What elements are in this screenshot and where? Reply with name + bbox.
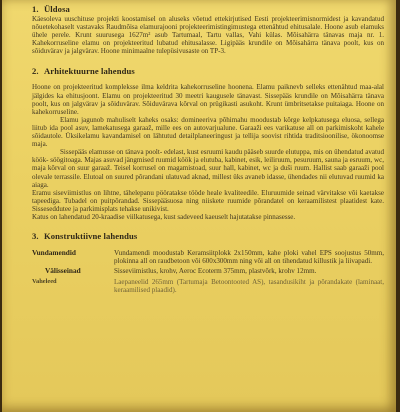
- structure-text: Laepaneelid 265mm (Tartumaja Betoontooted AS), tasandusikiht ja põrandakate (laminaat, keraamilised plaadid).: [114, 277, 384, 294]
- section-heading: 1. Üldosa: [32, 4, 70, 14]
- section-paragraph: Hoone on projekteeritud kompleksse ilma keldrita kahekorruseline hoonena. Elamu paiknevb selleks ettenähtud maa-alal jälgides ka ehitusjoont. Elamu on projekteeritud 30 meetri kaugusele tänavast. Sissepääs krundile on Mõisahärra tänava poolt, kus on jalgvärav ja sõiduvärav. Sõiduvärava kõrval on prügikasti asukoht. Krunt ümbritsetakse puitaiaga. Hoone on kahekorruseline.: [32, 83, 384, 116]
- section-paragraph: Elamu jagunob mahuliselt kaheks osaks: domineeriva põhimahu moodustab kõrge kelpkatusega eluosa, sellega liitub ida pool asuv, lamekatusega garaaž, mille ees on autovarjualune. Garaaži ees varikatuse all on parkimiskoht kahele sõidautole. Üksikelamu kavandamisel on lähtutud detailplaneeringust ja tellija soovist rihtida traditsioonilise, ökonoomse maja.: [32, 115, 384, 149]
- document-content: [32, 4, 384, 296]
- structure-row: [32, 278, 384, 294]
- section-paragraph: Sissepääs elamusse on tänava poolt- edelast, kust esruumi kaudu pääseb suurde elutuppa, mis on ühendatud avatud köök- söögitoaga. Majas asuvad jängmised ruumid köök ja elutuba, kabinet, esik, leiliruum, pesuruum, sauna ja esruum, wc, maja kõrval on suur garaaž. Teisel korrusel on magamistoad, suur hall, kabinet, wc ja duši ruum. Hallist saab garaaži pool olevale terrassile. Elutoal on suured põrandani ulatuvad aknad, millest üks avaneb idasse, ühendades nii elutuvad ruumid ka aiaga.: [32, 148, 384, 189]
- section-architecture: [32, 66, 384, 221]
- structure-label: Vaheleed: [32, 277, 57, 285]
- section-heading: 2. Arhitektuurne lahendus: [32, 66, 135, 77]
- section-heading: 3. Konstruktiivne lahendus: [32, 231, 138, 242]
- section-structure: [32, 231, 384, 294]
- structure-label: Vundamendid: [32, 248, 76, 258]
- structure-row: [32, 267, 384, 275]
- structure-row: [32, 249, 384, 265]
- section-paragraph: Katus on lahendatud 20-kraadise viilkatusega, kust sadeveed kaeuselt hajutatakse pinnasesse.: [32, 212, 296, 221]
- structure-label: Välisseinad: [45, 266, 81, 276]
- structure-text: Sisseviimistlus, krohv, Aeroc Ecoterm 375mm, plastvõrk, krohv 12mm.: [114, 267, 317, 276]
- document-page: [2, 0, 396, 412]
- section-paragraph: Käesoleva uuschituse projekti koostamisel on aluseks võetud ettekirjutised Eesti projekteerimisnormidest ja kavandatud nõuetekohaselt vastavaks Raudmõisa elamurajooni projekteerimistingimustega ettenähtud ehitusalale. Hoone asub elamuks ühele perele. Krunt suurusega 1627m² asub Tartumaal, Tartu vallas, Vahi külas. Mõisahärra tänavas maja nr. 1. Kahekorruseline elamu on projekteeritud lubatud ehitusalasse. Ligipääs krundile on Mõisahärra tänava poolt, kus on sõiduvärav ja jalgvärav. Hoone minimaalne tulepüsivusaste on TP-3.: [32, 15, 384, 56]
- section-paragraph: Eramu siseviimistlus on lihtne, tähelepanu pööratakse tööde heale kvaliteedile. Eluruumide seinad värvitakse või kaetakse tapeediga. Tubadel on puitpõrandad. Sissepääsuosa ning niiskete ruumide põrandatel on keraamilistest plaatidest kate. Sisseseddutee ja parkimisplats tehakse unikivist.: [32, 188, 384, 213]
- structure-text: Vundamendi moodustab Keramsiitplokk 2x150mm, kahe ploki vahel EPS soojustus 50mm, plokinna all on raudbetoon või 600x300mm ning või all on tihendatud killustik ja liivapadi.: [114, 249, 384, 266]
- section-general: [32, 4, 384, 55]
